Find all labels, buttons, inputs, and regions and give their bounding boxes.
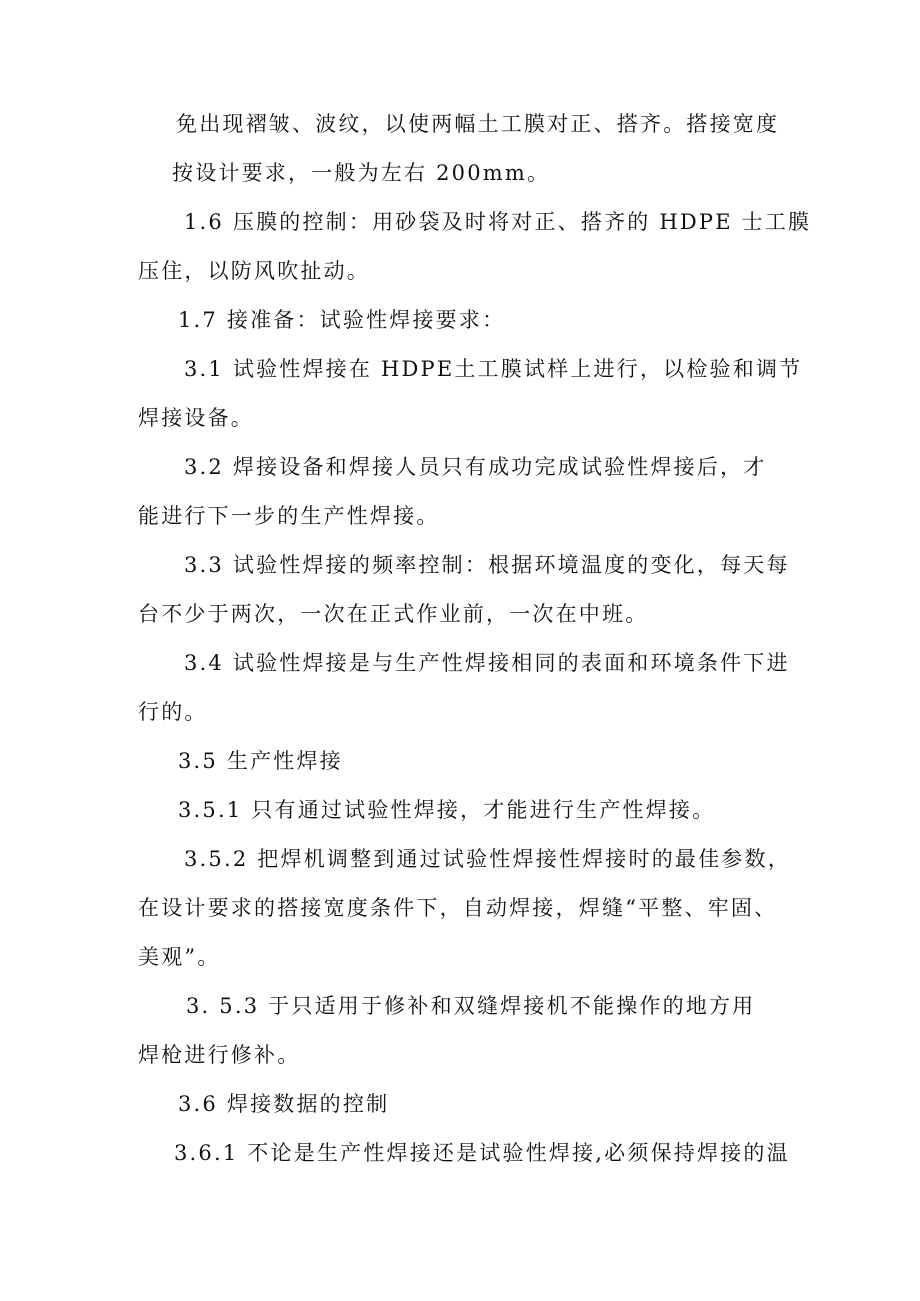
- text-line: 压住，以防风吹扯动。: [138, 259, 370, 283]
- text-line: 3. 5.3 于只适用于修补和双缝焊接机不能操作的地方用: [186, 994, 756, 1018]
- text-line: 焊枪进行修补。: [138, 1043, 301, 1067]
- text-line: 3.6 焊接数据的控制: [178, 1092, 390, 1116]
- text-line: 3.4 试验性焊接是与生产性焊接相同的表面和环境条件下进: [184, 651, 790, 675]
- text-line: 行的。: [138, 700, 208, 724]
- text-line: 3.2 焊接设备和焊接人员只有成功完成试验性焊接后，才: [184, 455, 767, 479]
- text-line: 1.7 接准备：试验性焊接要求：: [178, 308, 506, 332]
- text-line: 在设计要求的搭接宽度条件下，自动焊接，焊缝“平整、牢固、: [138, 896, 778, 920]
- text-line: 3.6.1 不论是生产性焊接还是试验性焊接,必须保持焊接的温: [174, 1141, 790, 1165]
- text-line: 焊接设备。: [138, 406, 254, 430]
- text-line: 台不少于两次，一次在正式作业前，一次在中班。: [138, 602, 649, 626]
- text-line: 3.5.2 把焊机调整到通过试验性焊接性焊接时的最佳参数，: [184, 847, 791, 871]
- text-line: 3.3 试验性焊接的频率控制：根据环境温度的变化，每天每: [184, 553, 790, 577]
- text-line: 3.1 试验性焊接在 HDPE土工膜试样上进行，以检验和调节: [184, 357, 803, 381]
- text-line: 3.5.1 只有通过试验性焊接，才能进行生产性焊接。: [178, 798, 716, 822]
- text-line: 免出现褶皱、波纹，以使两幅土工膜对正、搭齐。搭接宽度: [176, 112, 780, 136]
- text-line: 美观”。: [138, 945, 221, 969]
- text-line: 1.6 压膜的控制：用砂袋及时将对正、搭齐的 HDPE 士工膜: [184, 210, 812, 234]
- text-line: 能进行下一步的生产性焊接。: [138, 504, 440, 528]
- text-line: 3.5 生产性焊接: [178, 749, 343, 773]
- text-line: 按设计要求，一般为左右 200mm。: [172, 161, 551, 185]
